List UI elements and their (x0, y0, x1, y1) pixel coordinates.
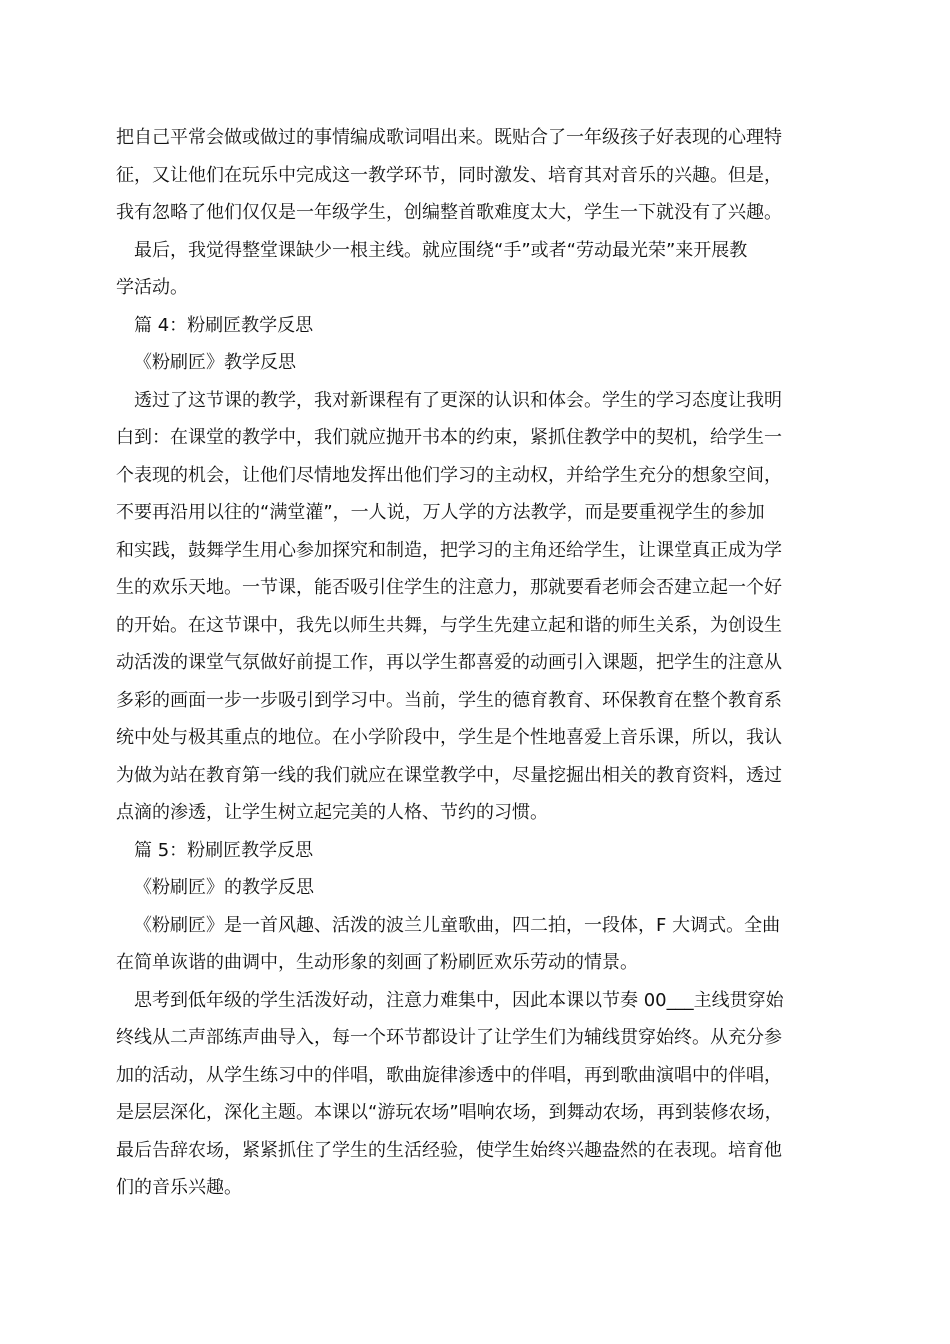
text-line: 多彩的画面一步一步吸引到学习中。当前，学生的德育教育、环保教育在整个教育系 (116, 689, 782, 711)
text-line: 们的音乐兴趣。 (116, 1177, 242, 1198)
text-line: 和实践，鼓舞学生用心参加探究和制造，把学习的主角还给学生，让课堂真正成为学 (116, 539, 782, 561)
text-line: 把自己平常会做或做过的事情编成歌词唱出来。既贴合了一年级孩子好表现的心理特 (116, 127, 782, 148)
text-line: 个表现的机会，让他们尽情地发挥出他们学习的主动权，并给学生充分的想象空间， (116, 464, 782, 486)
section-heading: 篇 5：粉刷匠教学反思 (134, 839, 314, 861)
text-line: 不要再沿用以往的“满堂灌”，一人说，万人学的方法教学，而是要重视学生的参加 (116, 502, 765, 523)
text-line: 点滴的渗透，让学生树立起完美的人格、节约的习惯。 (116, 802, 548, 823)
text-line: 是层层深化，深化主题。本课以“游玩农场”唱响农场，到舞动农场，再到装修农场， (116, 1102, 783, 1123)
text-line: 统中处与极其重点的地位。在小学阶段中，学生是个性地喜爱上音乐课，所以，我认 (116, 727, 782, 748)
text-line: 《粉刷匠》是一首风趣、活泼的波兰儿童歌曲，四二拍，一段体，F 大调式。全曲 (134, 914, 781, 936)
text-line: 终线从二声部练声曲导入，每一个环节都设计了让学生们为辅线贯穿始终。从充分参 (116, 1027, 782, 1048)
text-line: 白到：在课堂的教学中，我们就应抛开书本的约束，紧抓住教学中的契机，给学生一 (116, 427, 782, 448)
text-line: 最后，我觉得整堂课缺少一根主线。就应围绕“手”或者“劳动最光荣”来开展教 (134, 239, 748, 261)
text-line: 的开始。在这节课中，我先以师生共舞，与学生先建立起和谐的师生关系，为创设生 (116, 614, 782, 636)
text-line: 征，又让他们在玩乐中完成这一教学环节，同时激发、培育其对音乐的兴趣。但是， (116, 164, 782, 186)
text-line: 生的欢乐天地。一节课，能否吸引住学生的注意力，那就要看老师会否建立起一个好 (116, 577, 782, 598)
document-body (116, 119, 846, 1207)
text-line: 学活动。 (116, 277, 188, 298)
text-line: 透过了这节课的教学，我对新课程有了更深的认识和体会。学生的学习态度让我明 (134, 389, 782, 411)
article-title: 《粉刷匠》教学反思 (134, 352, 296, 373)
text-line: 在简单诙谐的曲调中，生动形象的刻画了粉刷匠欢乐劳动的情景。 (116, 952, 638, 973)
article-title: 《粉刷匠》的教学反思 (134, 877, 314, 898)
text-line: 最后告辞农场，紧紧抓住了学生的生活经验，使学生始终兴趣盎然的在表现。培育他 (116, 1139, 782, 1161)
section-heading: 篇 4：粉刷匠教学反思 (134, 314, 314, 336)
text-line: 我有忽略了他们仅仅是一年级学生，创编整首歌难度太大，学生一下就没有了兴趣。 (116, 202, 782, 223)
text-line: 为做为站在教育第一线的我们就应在课堂教学中，尽量挖掘出相关的教育资料，透过 (116, 764, 782, 786)
text-line: 动活泼的课堂气氛做好前提工作，再以学生都喜爱的动画引入课题，把学生的注意从 (116, 652, 782, 673)
text-line: 思考到低年级的学生活泼好动，注意力难集中，因此本课以节奏 00___主线贯穿始 (134, 989, 784, 1011)
text-line: 加的活动，从学生练习中的伴唱，歌曲旋律渗透中的伴唱，再到歌曲演唱中的伴唱， (116, 1064, 782, 1086)
